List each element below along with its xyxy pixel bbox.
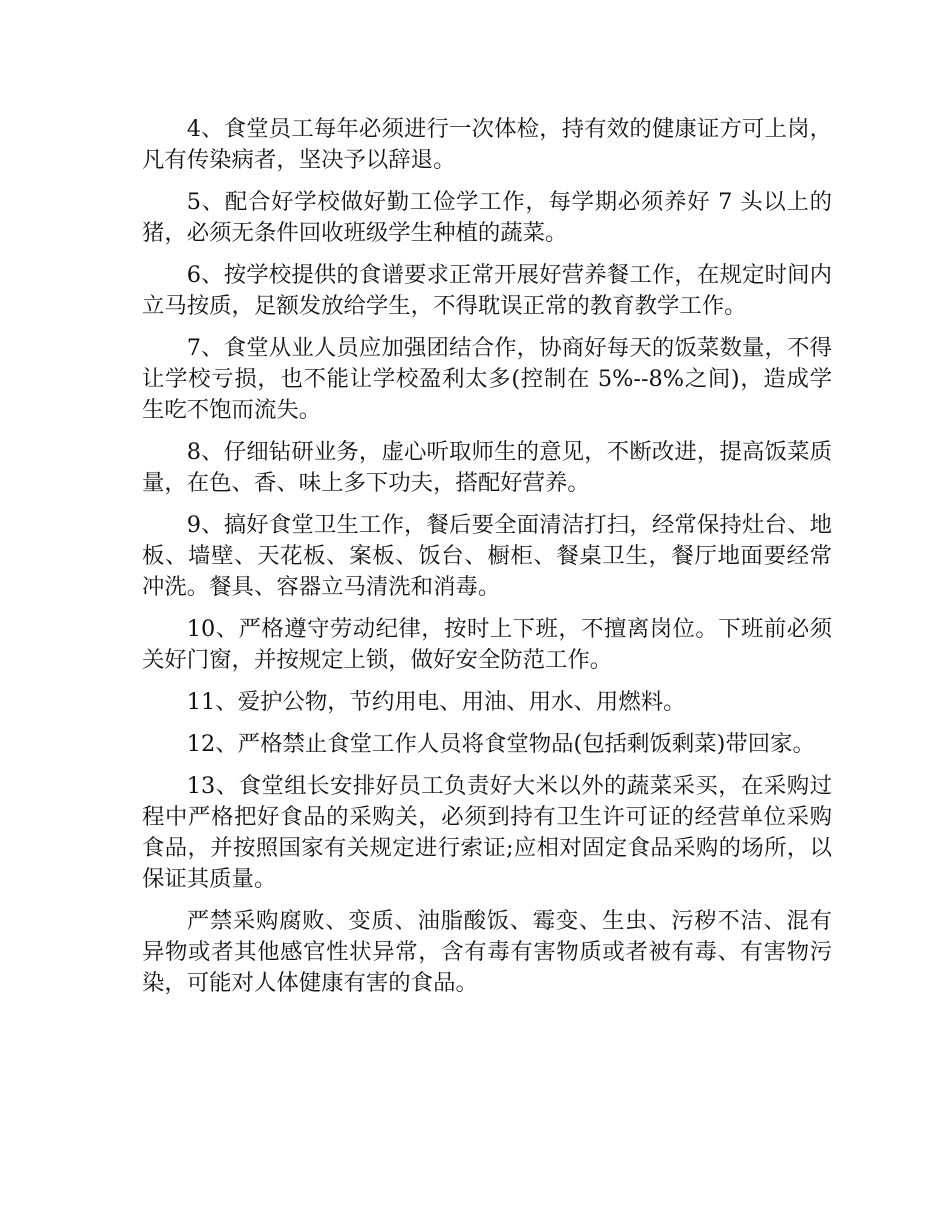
- paragraph-item-8: 8、仔细钻研业务，虚心听取师生的意见，不断改进，提高饭菜质量，在色、香、味上多下功夫，搭配好营养。: [142, 439, 832, 496]
- paragraph-item-12: 12、严格禁止食堂工作人员将食堂物品(包括剩饭剩菜)带回家。: [186, 731, 815, 757]
- paragraph-item-9: 9、搞好食堂卫生工作，餐后要全面清洁打扫，经常保持灶台、地板、墙壁、天花板、案板、饭台、橱柜、餐桌卫生，餐厅地面要经常冲洗。餐具、容器立马清洗和消毒。: [142, 512, 832, 600]
- paragraph-item-4: 4、食堂员工每年必须进行一次体检，持有效的健康证方可上岗，凡有传染病者，坚决予以辞退。: [142, 116, 832, 173]
- paragraph-item-7: 7、食堂从业人员应加强团结合作，协商好每天的饭菜数量，不得让学校亏损，也不能让学校盈利太多(控制在 5%--8%之间)，造成学生吃不饱而流失。: [142, 335, 832, 423]
- paragraph-prohibition: 严禁采购腐败、变质、油脂酸饭、霉变、生虫、污秽不洁、混有异物或者其他感官性状异常，含有毒有害物质或者被有毒、有害物污染，可能对人体健康有害的食品。: [142, 908, 832, 996]
- paragraph-item-5: 5、配合好学校做好勤工俭学工作，每学期必须养好 7 头以上的猪，必须无条件回收班级学生种植的蔬菜。: [142, 189, 832, 246]
- paragraph-item-13: 13、食堂组长安排好员工负责好大米以外的蔬菜采买，在采购过程中严格把好食品的采购关，必须到持有卫生许可证的经营单位采购食品，并按照国家有关规定进行索证;应相对固定食品采购的场所，以保证其质量。: [142, 773, 832, 892]
- document-body: [142, 114, 832, 1010]
- paragraph-item-10: 10、严格遵守劳动纪律，按时上下班，不擅离岗位。下班前必须关好门窗，并按规定上锁，做好安全防范工作。: [142, 616, 832, 673]
- paragraph-item-6: 6、按学校提供的食谱要求正常开展好营养餐工作，在规定时间内立马按质，足额发放给学生，不得耽误正常的教育教学工作。: [142, 262, 832, 319]
- paragraph-item-11: 11、爱护公物，节约用电、用油、用水、用燃料。: [186, 689, 686, 715]
